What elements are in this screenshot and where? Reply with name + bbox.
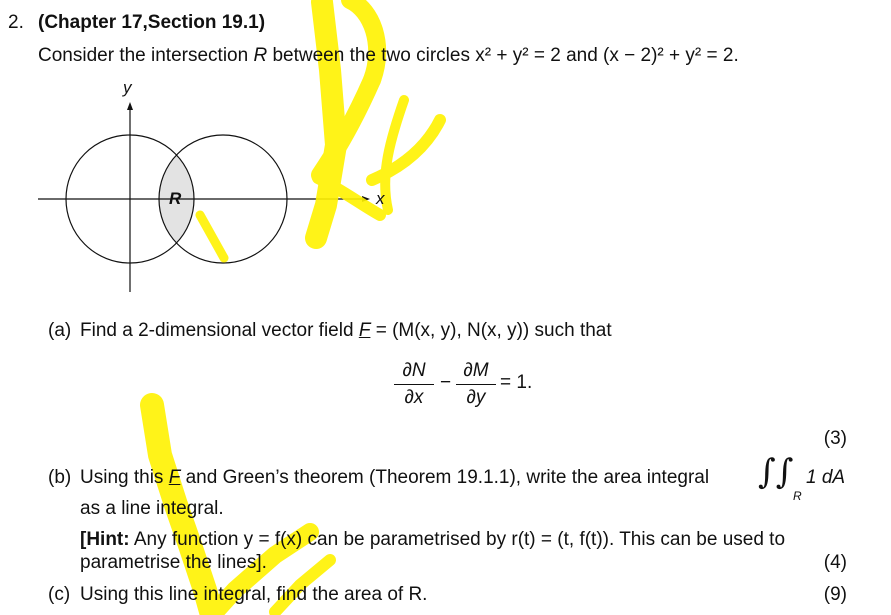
question-number: 2. [8,12,24,33]
part-b-marks: (4) [823,552,847,573]
integrand: 1 dA [806,467,846,488]
part-a-marks: (3) [823,428,847,449]
y-axis-label: y [123,78,132,97]
part-a-prompt: Find a 2-dimensional vector field [80,320,354,341]
vector-field-f-ref: F [168,467,181,488]
fraction-dm-dy [456,360,496,409]
part-c-label: (c) [48,584,71,605]
intro-and: and [566,45,598,66]
fraction-dn-dx-denominator: ∂x [404,387,424,408]
part-a-text [80,320,612,342]
circle2-equation: (x − 2)² + y² = 2. [603,45,739,66]
hint-label: [Hint: [80,529,130,550]
intro-mid: between the two circles [272,45,470,66]
part-b-prompt-pre: Using this [80,467,164,488]
part-c-text: Using this line integral, find the area of R. [80,584,428,605]
intro-r: R [253,45,268,66]
part-c-marks: (9) [823,584,847,605]
y-axis-arrow [127,102,133,110]
part-b-label: (b) [48,467,72,488]
equation-rhs: = 1. [500,372,533,393]
fraction-dn-dx [394,360,434,409]
hint-text: Any function y = f(x) can be parametrised by r(t) = (t, f(t)). This can be used to [133,529,786,550]
vector-field-f: F [358,320,371,341]
x-axis-label: x [376,189,385,208]
hint-line1 [80,529,785,551]
question-heading: (Chapter 17,Section 19.1) [38,12,266,33]
fraction-dm-dy-denominator: ∂y [466,387,486,408]
hint-line2: parametrise the lines]. [80,552,267,573]
fraction-dn-dx-numerator: ∂N [402,360,426,381]
fraction-dm-dy-numerator: ∂M [463,360,489,381]
part-b-text [80,467,709,489]
circle1-equation: x² + y² = 2 [475,45,561,66]
minus-sign: − [440,372,452,393]
part-b-prompt-post: and Green’s theorem (Theorem 19.1.1), write the area integral [185,467,710,488]
part-a-label: (a) [48,320,72,341]
integral-subscript: R [793,489,802,503]
region-r-label: R [169,189,182,208]
highlighter-marks [152,0,440,615]
part-b-line2: as a line integral. [80,498,224,519]
intro-pre: Consider the intersection [38,45,249,66]
question-intro [38,45,739,67]
double-integral-sign: ∫∫ [758,452,794,492]
part-a-equation: = (M(x, y), N(x, y)) such that [370,320,612,341]
